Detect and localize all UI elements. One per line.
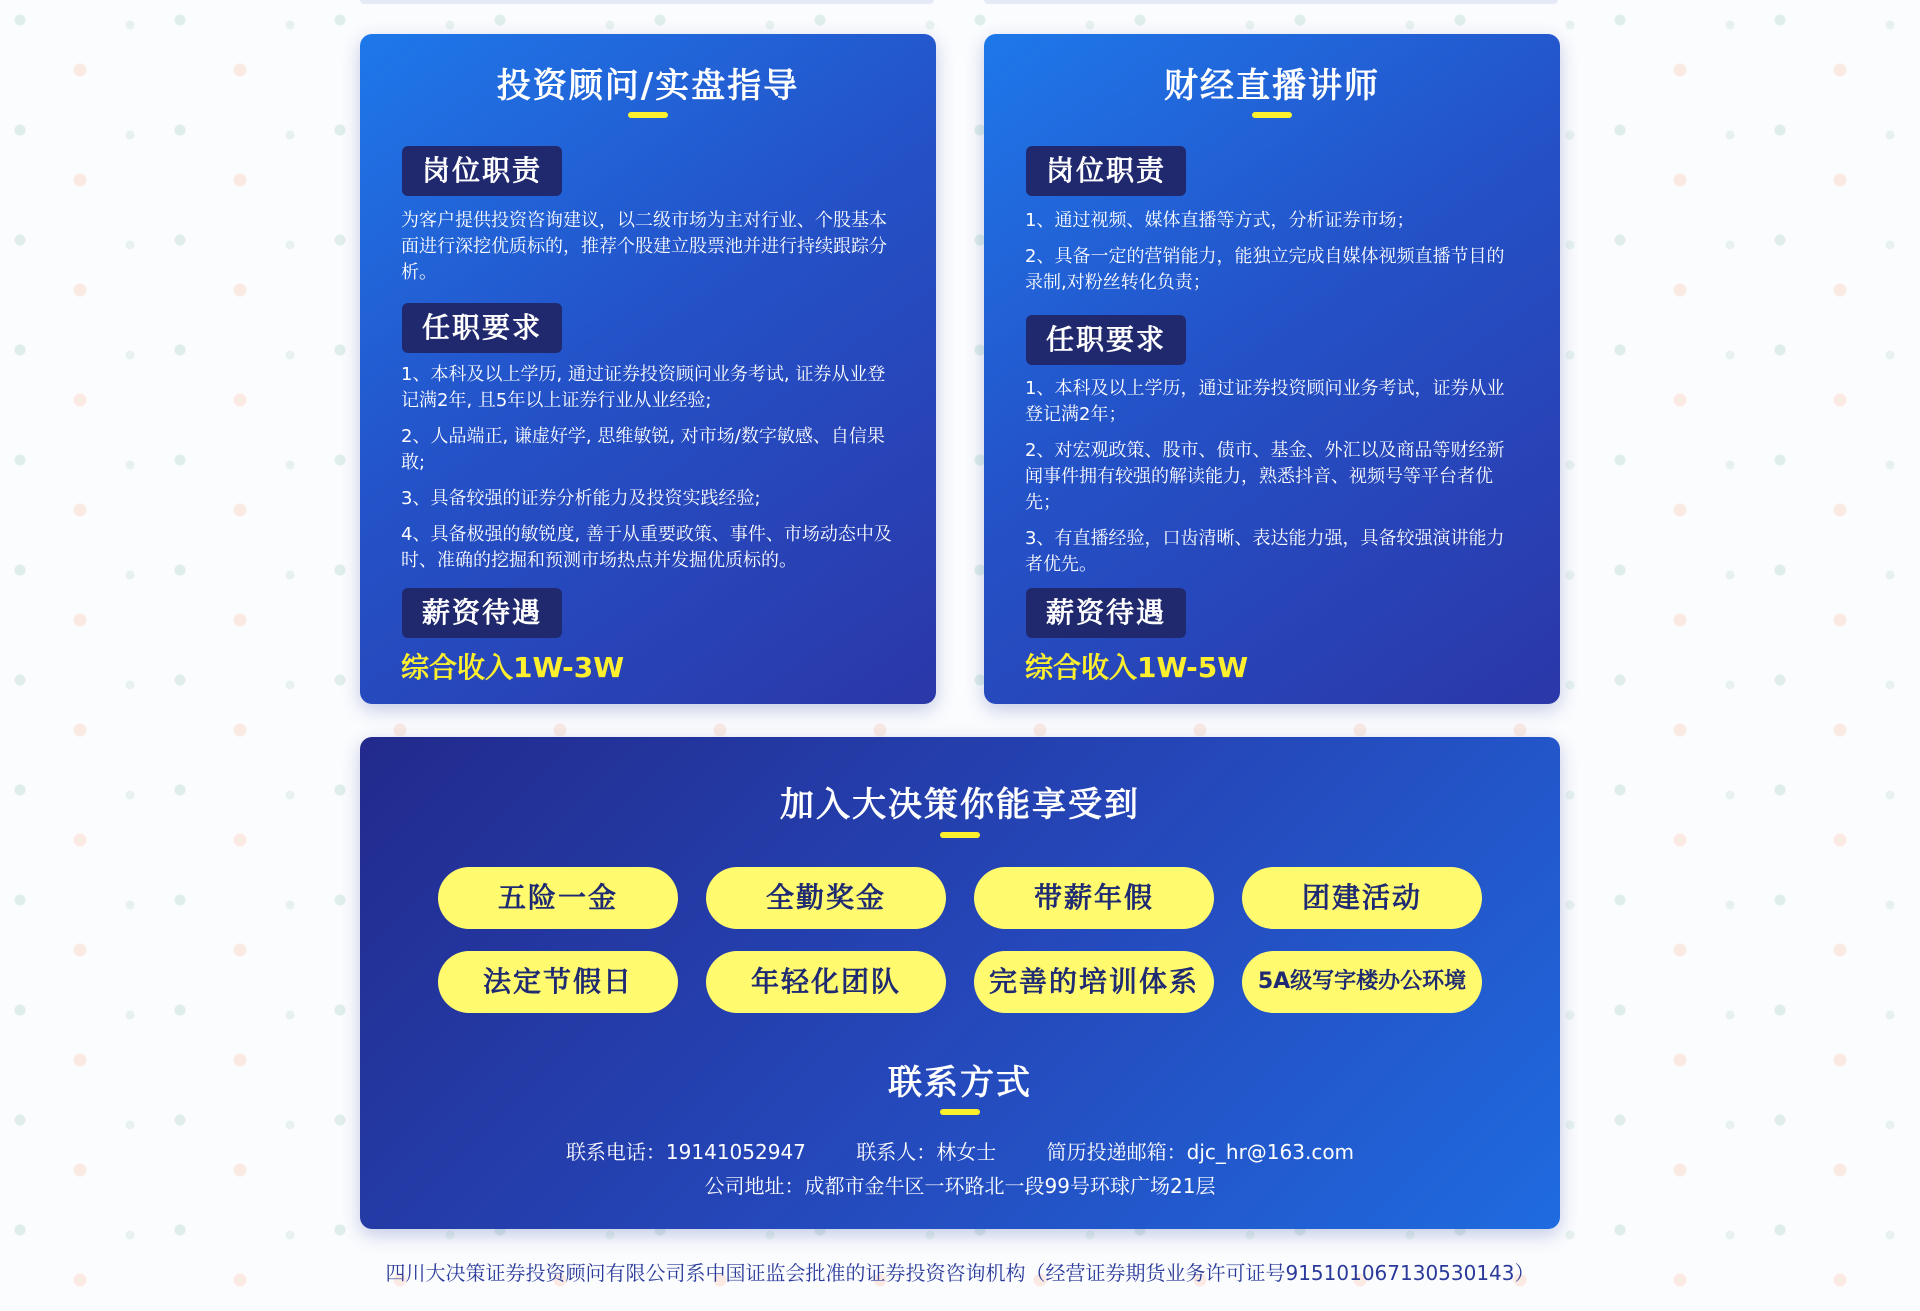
benefit-pill: 完善的培训体系 bbox=[974, 951, 1214, 1013]
footer-disclaimer: 四川大决策证券投资顾问有限公司系中国证监会批准的证券投资咨询机构（经营证券期货业务许可证号915101067130530143） bbox=[385, 1261, 1535, 1285]
requirement-item: 3、有直播经验，口齿清晰、表达能力强，具备较强演讲能力者优先。 bbox=[1025, 528, 1505, 575]
requirement-item: 4、具备极强的敏锐度, 善于从重要政策、事件、市场动态中及时、准确的挖掘和预测市场热点并发掘优质标的。 bbox=[401, 524, 892, 571]
duty-tag: 岗位职责 bbox=[1026, 146, 1186, 196]
requirement-item: 3、具备较强的证券分析能力及投资实践经验; bbox=[401, 488, 761, 509]
benefits-contact-card bbox=[360, 737, 1560, 1229]
benefits-title: 加入大决策你能享受到 bbox=[780, 785, 1140, 825]
duty-item: 2、具备一定的营销能力，能独立完成自媒体视频直播节目的录制,对粉丝转化负责； bbox=[1025, 246, 1505, 293]
requirement-item: 1、本科及以上学历, 通过证券投资顾问业务考试, 证券从业登记满2年, 且5年以上证券行业从业经验; bbox=[401, 364, 886, 411]
requirement-tag: 任职要求 bbox=[1026, 315, 1186, 365]
duty-tag: 岗位职责 bbox=[402, 146, 562, 196]
benefit-pill: 带薪年假 bbox=[974, 867, 1214, 929]
job-card-investment-advisor bbox=[360, 34, 936, 704]
benefit-pill: 团建活动 bbox=[1242, 867, 1482, 929]
contact-address: 公司地址：成都市金牛区一环路北一段99号环球广场21层 bbox=[704, 1174, 1216, 1198]
duty-text: 为客户提供投资咨询建议，以二级市场为主对行业、个股基本面进行深挖优质标的，推荐个股建立股票池并进行持续跟踪分析。 bbox=[401, 210, 887, 283]
title-underline bbox=[940, 832, 980, 838]
previous-card-edge bbox=[360, 0, 934, 4]
benefit-pill: 年轻化团队 bbox=[706, 951, 946, 1013]
benefit-pill: 5A级写字楼办公环境 bbox=[1242, 951, 1482, 1013]
card-title: 投资顾问/实盘指导 bbox=[496, 66, 800, 106]
salary-tag: 薪资待遇 bbox=[1026, 588, 1186, 638]
salary-value: 综合收入1W-3W bbox=[401, 651, 625, 684]
requirement-tag: 任职要求 bbox=[402, 303, 562, 353]
benefit-pill: 全勤奖金 bbox=[706, 867, 946, 929]
job-card-finance-live-lecturer bbox=[984, 34, 1560, 704]
duty-item: 1、通过视频、媒体直播等方式，分析证券市场； bbox=[1025, 210, 1415, 231]
contact-email: 简历投递邮箱：djc_hr@163.com bbox=[1046, 1140, 1355, 1164]
previous-card-edge bbox=[984, 0, 1558, 4]
contact-line bbox=[360, 1136, 1560, 1165]
contact-title: 联系方式 bbox=[888, 1063, 1032, 1103]
card-title: 财经直播讲师 bbox=[1164, 66, 1380, 106]
contact-person: 联系人：林女士 bbox=[856, 1140, 997, 1164]
benefit-pill: 五险一金 bbox=[438, 867, 678, 929]
title-underline bbox=[628, 112, 668, 118]
contact-phone: 联系电话：19141052947 bbox=[565, 1140, 806, 1164]
requirement-item: 1、本科及以上学历，通过证券投资顾问业务考试，证券从业登记满2年； bbox=[1025, 378, 1505, 425]
salary-value: 综合收入1W-5W bbox=[1025, 651, 1249, 684]
requirement-item: 2、人品端正, 谦虚好学, 思维敏锐, 对市场/数字敏感、自信果敢; bbox=[401, 426, 885, 473]
benefit-pill: 法定节假日 bbox=[438, 951, 678, 1013]
title-underline bbox=[940, 1109, 980, 1115]
requirement-item: 2、对宏观政策、股市、债市、基金、外汇以及商品等财经新闻事件拥有较强的解读能力，熟悉抖音、视频号等平台者优先； bbox=[1025, 440, 1505, 513]
title-underline bbox=[1252, 112, 1292, 118]
benefits-grid bbox=[438, 867, 1508, 1013]
salary-tag: 薪资待遇 bbox=[402, 588, 562, 638]
